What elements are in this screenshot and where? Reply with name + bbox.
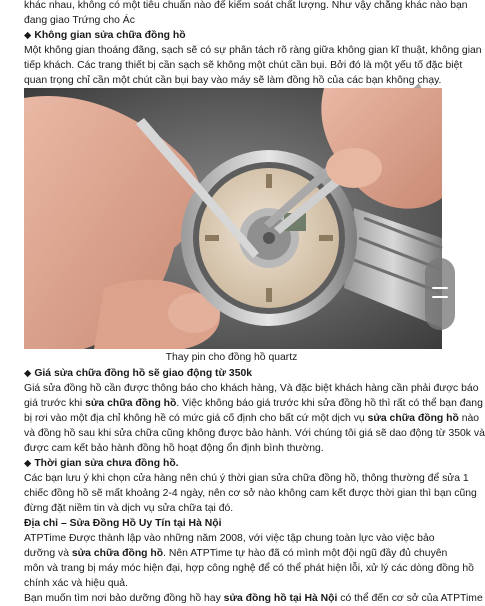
paragraph-line: dưỡng và sửa chữa đồng hồ. Nên ATPTime tự hào đã có mình một đội ngũ đầy đủ chuyên xyxy=(24,548,448,559)
watch-repair-photo xyxy=(24,88,442,349)
paragraph-line: đang giao Trứng cho Ác xyxy=(24,15,135,26)
keyword-link[interactable]: sửa chữa đồng hồ xyxy=(71,548,164,559)
section-heading-address: Địa chỉ – Sửa Đồng Hồ Uy Tín tại Hà Nội xyxy=(24,518,222,529)
section-heading-price: ◆ Giá sửa chữa đồng hồ sẽ giao động từ 350k xyxy=(24,368,253,379)
keyword-link[interactable]: sửa chữa đồng hồ xyxy=(367,413,459,424)
paragraph-line: Giá sửa đồng hồ cần được thông báo cho khách hàng, Và đặc biệt khách hàng cần phải được báo xyxy=(24,383,479,394)
handle-line xyxy=(432,296,448,298)
paragraph-line: Các bạn lưu ý khi chọn cửa hàng nên chú ý thời gian sửa chữa đồng hồ, thông thường để sửa 1 xyxy=(24,473,469,484)
paragraph-line: Bạn muốn tìm nơi bảo dưỡng đồng hồ hay sửa đồng hồ tại Hà Nội có thể đến cơ sở của ATPTime xyxy=(24,593,483,604)
diamond-bullet-icon: ◆ xyxy=(24,458,32,469)
section-heading-workspace: ◆ Không gian sửa chữa đồng hồ xyxy=(24,30,186,41)
paragraph-line: bị rơi vào một địa chỉ không hề có mức giá cố định cho bất cứ một dịch vụ sửa chữa đồng hồ nào xyxy=(24,413,480,424)
paragraph-line: chiếc đồng hồ sẽ mất khoảng 2-4 ngày, nên cơ sở nào không cam kết được thời gian thì bạn cũng xyxy=(24,488,477,499)
paragraph-line: quan trọng chỉ cần một chút cần bụi bay vào máy sẽ làm đồng hồ của các bạn không chạy. xyxy=(24,75,442,86)
diamond-bullet-icon: ◆ xyxy=(24,368,32,379)
paragraph-line: Một không gian thoáng đãng, sạch sẽ có sự phân tách rõ ràng giữa không gian kĩ thuật, không gian xyxy=(24,45,482,56)
handle-line xyxy=(432,287,448,289)
paragraph-line: tiếp khách. Các trang thiết bị cần sạch sẽ không một chút cần bụi. Bởi đó là một yếu tố đặc biệt xyxy=(24,60,463,71)
paragraph-line: khác nhau, không có một tiêu chuẩn nào để kiểm soát chất lượng. Như vậy chẳng khác nào bạn xyxy=(24,0,468,11)
section-heading-time: ◆ Thời gian sửa chưa đồng hồ. xyxy=(24,458,179,469)
keyword-link[interactable]: sửa đồng hồ tại Hà Nội xyxy=(223,593,338,604)
paragraph-line: chính xác và hiệu quả. xyxy=(24,578,128,589)
paragraph-line: được cam kết bảo hành đồng hồ hoạt động ổn định bình thường. xyxy=(24,443,324,454)
paragraph-line: giá trước khi sửa chữa đồng hồ. Việc không báo giá trước khi sửa đồng hồ thì rất có thể bạn đang xyxy=(24,398,483,409)
watch-repair-illustration xyxy=(24,88,442,349)
menu-handle-icon[interactable] xyxy=(425,258,455,330)
paragraph-line: và đồng hồ sau khi sửa chữa cũng không được bảo hành. Với chúng tôi giá sẽ dao động từ 350k và xyxy=(24,428,485,439)
paragraph-line: ATPTime Được thành lập vào những năm 2008, với việc tập chung toàn lực vào việc bảo xyxy=(24,533,435,544)
photo-caption: Thay pin cho đồng hồ quartz xyxy=(165,352,298,363)
paragraph-line: đừng đặt niềm tin và dịch vụ sửa chữa tại đó. xyxy=(24,503,234,514)
keyword-link[interactable]: sửa chữa đồng hồ xyxy=(85,398,177,409)
paragraph-line: môn và trang bị máy móc hiện đại, hợp công nghệ để có thể phát hiện lỗi, xử lý các dòng đồng hồ xyxy=(24,563,474,574)
diamond-bullet-icon: ◆ xyxy=(24,30,32,41)
